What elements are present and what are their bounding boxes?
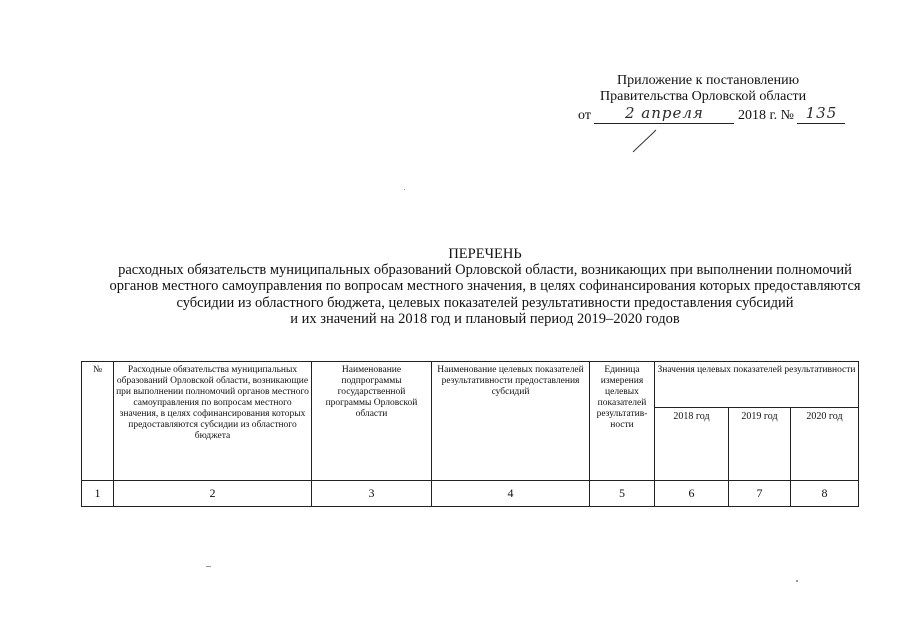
column-number: 8 — [791, 481, 859, 507]
title-line-2: органов местного самоуправления по вопросам местного значения, в целях софинансирования которых предоставляются — [109, 278, 861, 295]
date-blank — [594, 104, 734, 124]
appendix-date-line — [578, 104, 845, 124]
header-subprogram: Наименование подпрограммы государственной программы Орловской области — [312, 362, 432, 481]
pen-stroke-mark — [630, 128, 660, 154]
appendix-line-2: Правительства Орловской области — [600, 89, 807, 104]
year-number-label: 2018 г. № — [737, 108, 794, 123]
column-number: 3 — [312, 481, 432, 507]
header-no: № — [82, 362, 114, 481]
document-title — [60, 246, 905, 327]
number-blank — [797, 104, 845, 124]
title-line-3: субсидии из областного бюджета, целевых показателей результативности предоставления субсидий — [176, 294, 794, 311]
column-number: 1 — [82, 481, 114, 507]
header-obligations: Расходные обязательства муниципальных образований Орловской области, возникающие при выполнении полномочий органов местного самоуправления по вопросам местного значения, в целях софинансирования которых предоставляются субсидии из областного бюджета — [114, 362, 312, 481]
title-line-1: расходных обязательств муниципальных образований Орловской области, возникающих при выполнении полномочий — [118, 262, 852, 279]
column-number: 2 — [114, 481, 312, 507]
header-values-group: Значения целевых показателей результативности — [655, 362, 859, 408]
title-heading: ПЕРЕЧЕНЬ — [448, 246, 522, 262]
obligations-table — [81, 361, 859, 507]
column-number: 6 — [655, 481, 729, 507]
scan-speck — [206, 566, 211, 567]
header-year-2018: 2018 год — [655, 408, 729, 481]
scan-speck — [796, 580, 798, 582]
column-number: 5 — [590, 481, 655, 507]
header-row-1 — [82, 362, 859, 408]
header-year-2019: 2019 год — [729, 408, 791, 481]
appendix-line-1: Приложение к постановлению — [617, 73, 800, 88]
header-unit: Единица измерения целевых показателей результатив-ности — [590, 362, 655, 481]
column-number: 4 — [432, 481, 590, 507]
handwritten-date: 2 апреля — [624, 104, 704, 122]
scan-speck — [404, 189, 405, 190]
column-number-row — [82, 481, 859, 507]
from-label: от — [578, 108, 591, 123]
column-number: 7 — [729, 481, 791, 507]
handwritten-number: 135 — [805, 104, 838, 122]
header-indicators: Наименование целевых показателей результативности предоставления субсидий — [432, 362, 590, 481]
header-year-2020: 2020 год — [791, 408, 859, 481]
title-line-4: и их значений на 2018 год и плановый период 2019–2020 годов — [290, 310, 680, 327]
